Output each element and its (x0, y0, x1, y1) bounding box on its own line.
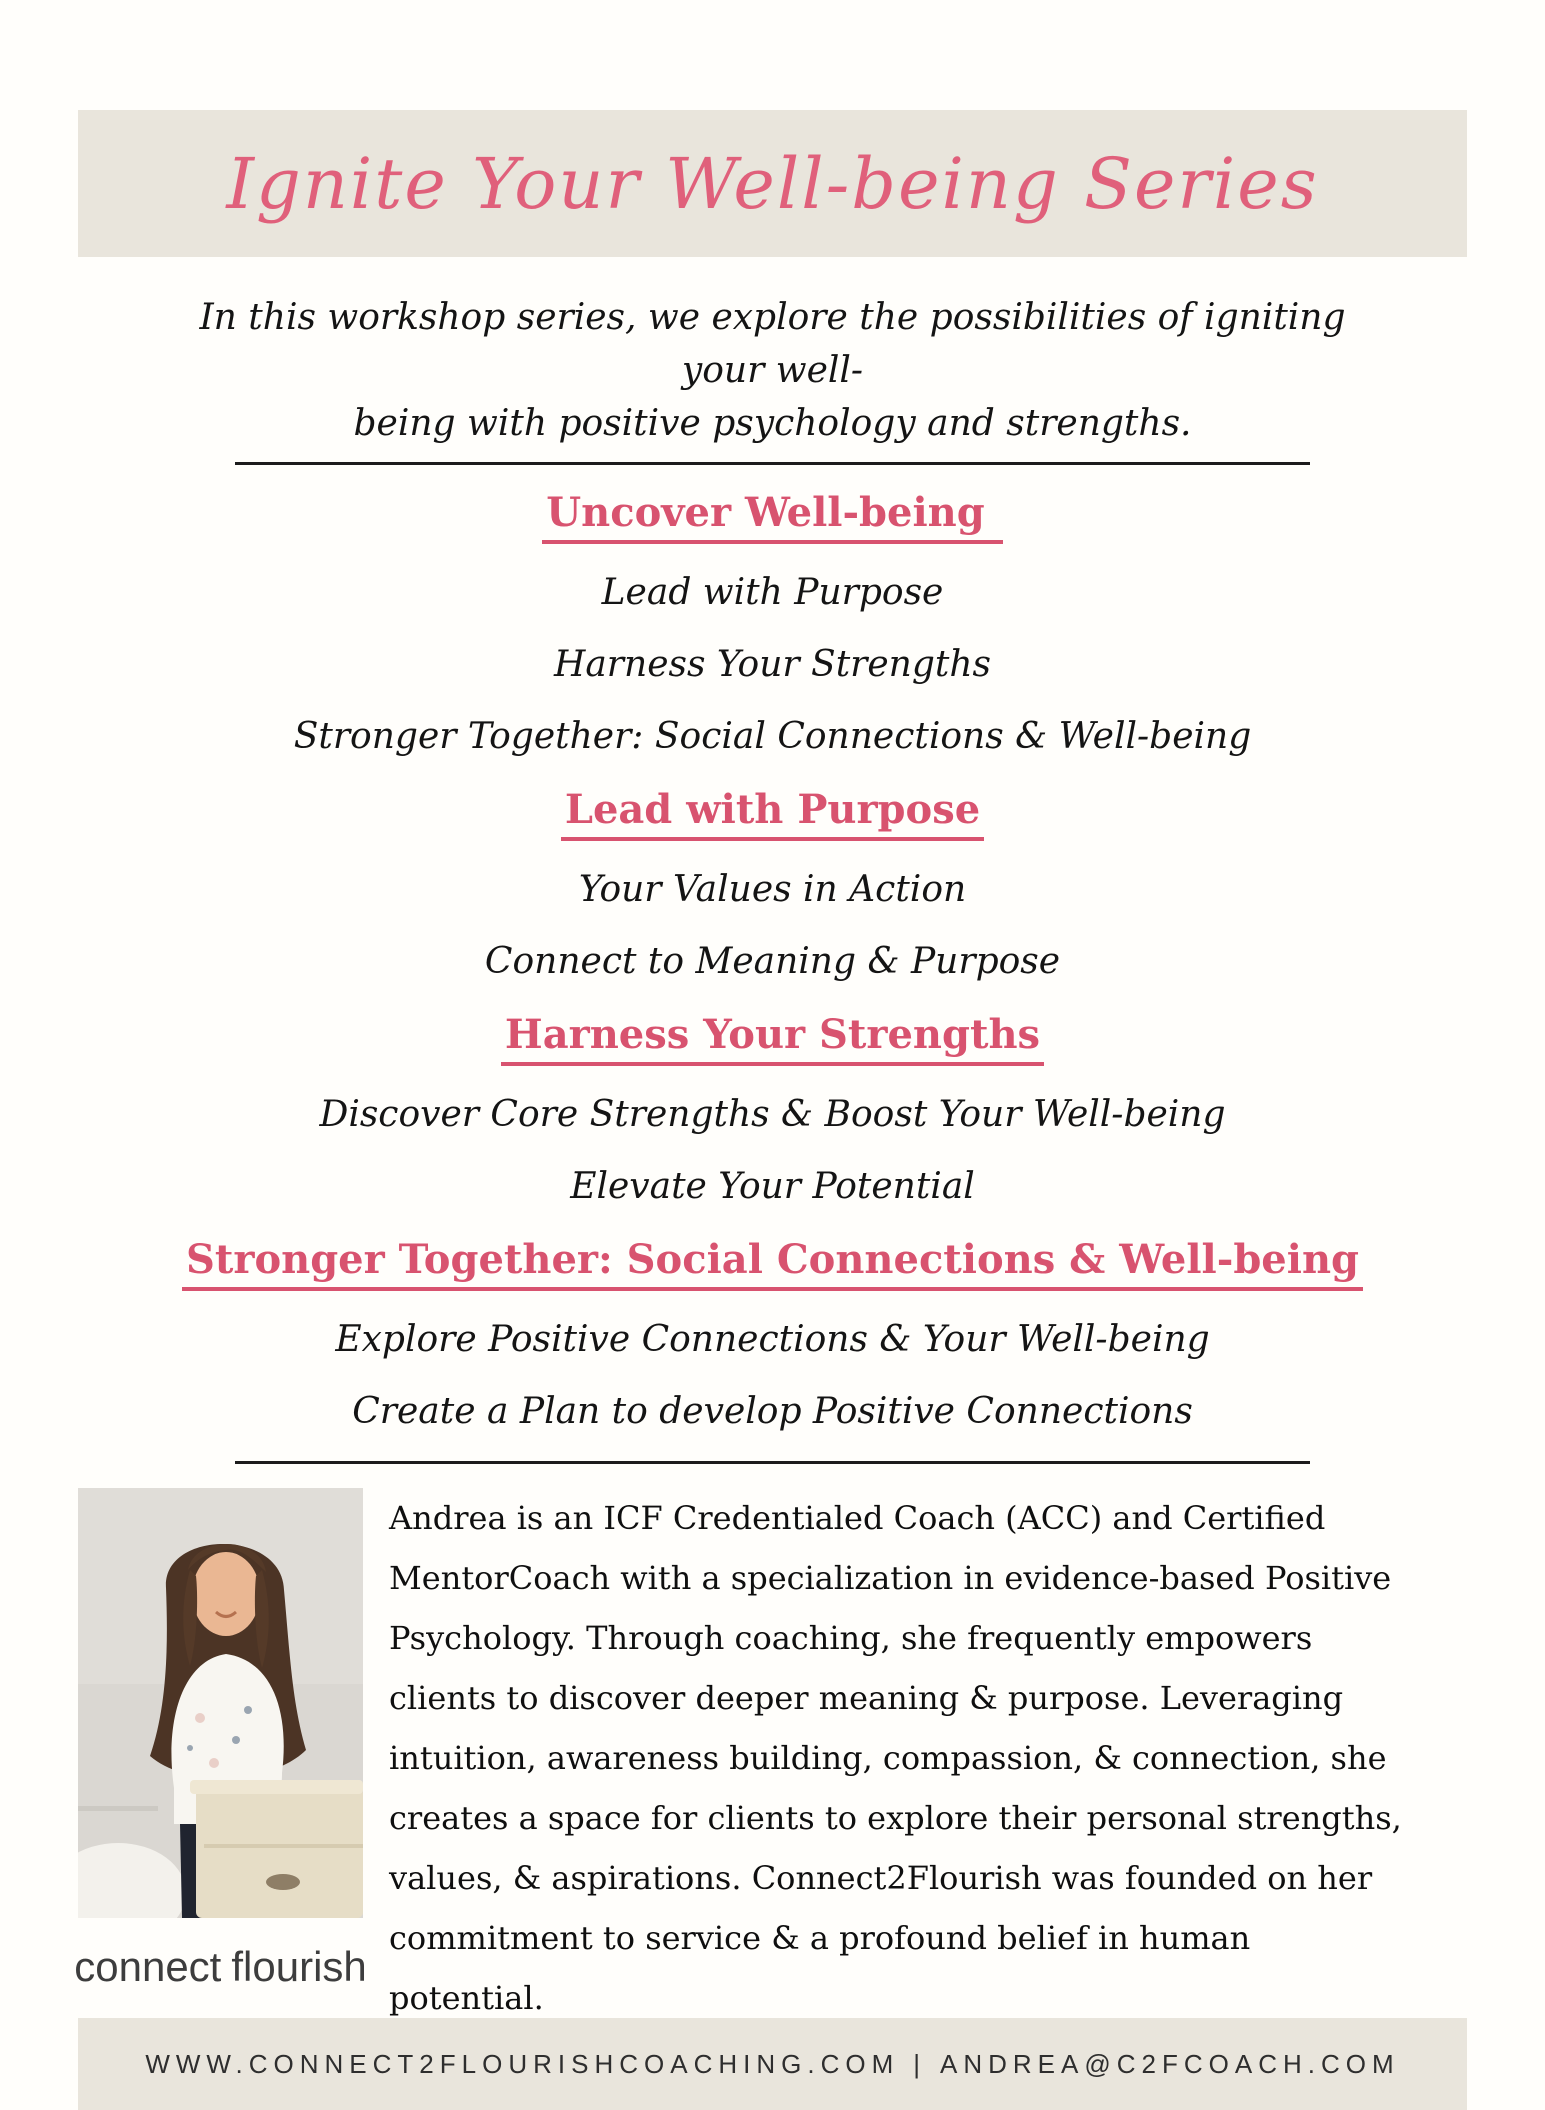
intro-text (193, 291, 1353, 450)
heading-lead-with-purpose: Lead with Purpose (78, 786, 1467, 841)
bio-text: Andrea is an ICF Credentialed Coach (ACC) and Certified MentorCoach with a specialization in evidence-based Positive Psychology. Through coaching, she frequently empowers clients to discover deeper meaning & purpose. Leveraging intuition, awareness building, compassion, & connection, she creates a space for clients to explore their personal strengths, values, & aspirations. Connect2Flourish was founded on her commitment to service & a profound belief in human potential. (389, 1499, 1402, 2017)
footer-bar (78, 2018, 1467, 2110)
session-item: Your Values in Action (578, 869, 967, 910)
heading-uncover-well-being: Uncover Well-being (78, 489, 1467, 544)
logo-text-connect: connect (74, 1943, 222, 1990)
title-banner (78, 110, 1467, 257)
divider-top (235, 462, 1310, 465)
about-section (74, 1488, 1467, 2028)
footer-separator: | (913, 2048, 926, 2079)
session-item: Lead with Purpose (601, 572, 944, 613)
logo-text-flourish: flourish (231, 1943, 367, 1990)
session-item: Create a Plan to develop Positive Connections (352, 1391, 1193, 1432)
footer-website: WWW.CONNECT2FLOURISHCOACHING.COM (145, 2048, 900, 2079)
session-item: Harness Your Strengths (553, 644, 992, 685)
session-item: Explore Positive Connections & Your Well-being (335, 1319, 1210, 1360)
session-item: Connect to Meaning & Purpose (484, 941, 1061, 982)
session-item: Discover Core Strengths & Boost Your Well-being (319, 1094, 1226, 1135)
session-item: Stronger Together: Social Connections & Well-being (293, 716, 1252, 757)
page-title: Ignite Your Well-being Series (226, 142, 1319, 225)
photo-column (74, 1488, 367, 2028)
session-item: Elevate Your Potential (570, 1166, 975, 1207)
heading-stronger-together: Stronger Together: Social Connections & Well-being (78, 1236, 1467, 1291)
intro-line-2: being with positive psychology and strengths. (353, 403, 1192, 444)
intro-line-1: In this workshop series, we explore the possibilities of igniting your well- (199, 297, 1346, 391)
heading-harness-your-strengths: Harness Your Strengths (78, 1011, 1467, 1066)
divider-bottom (235, 1461, 1310, 1464)
footer-email: ANDREA@C2FCOACH.COM (940, 2048, 1400, 2079)
flyer-page (0, 110, 1545, 2110)
workshop-series-list (78, 489, 1467, 1435)
connect2flourish-logo (74, 1940, 367, 1994)
portrait-photo (78, 1488, 363, 1918)
